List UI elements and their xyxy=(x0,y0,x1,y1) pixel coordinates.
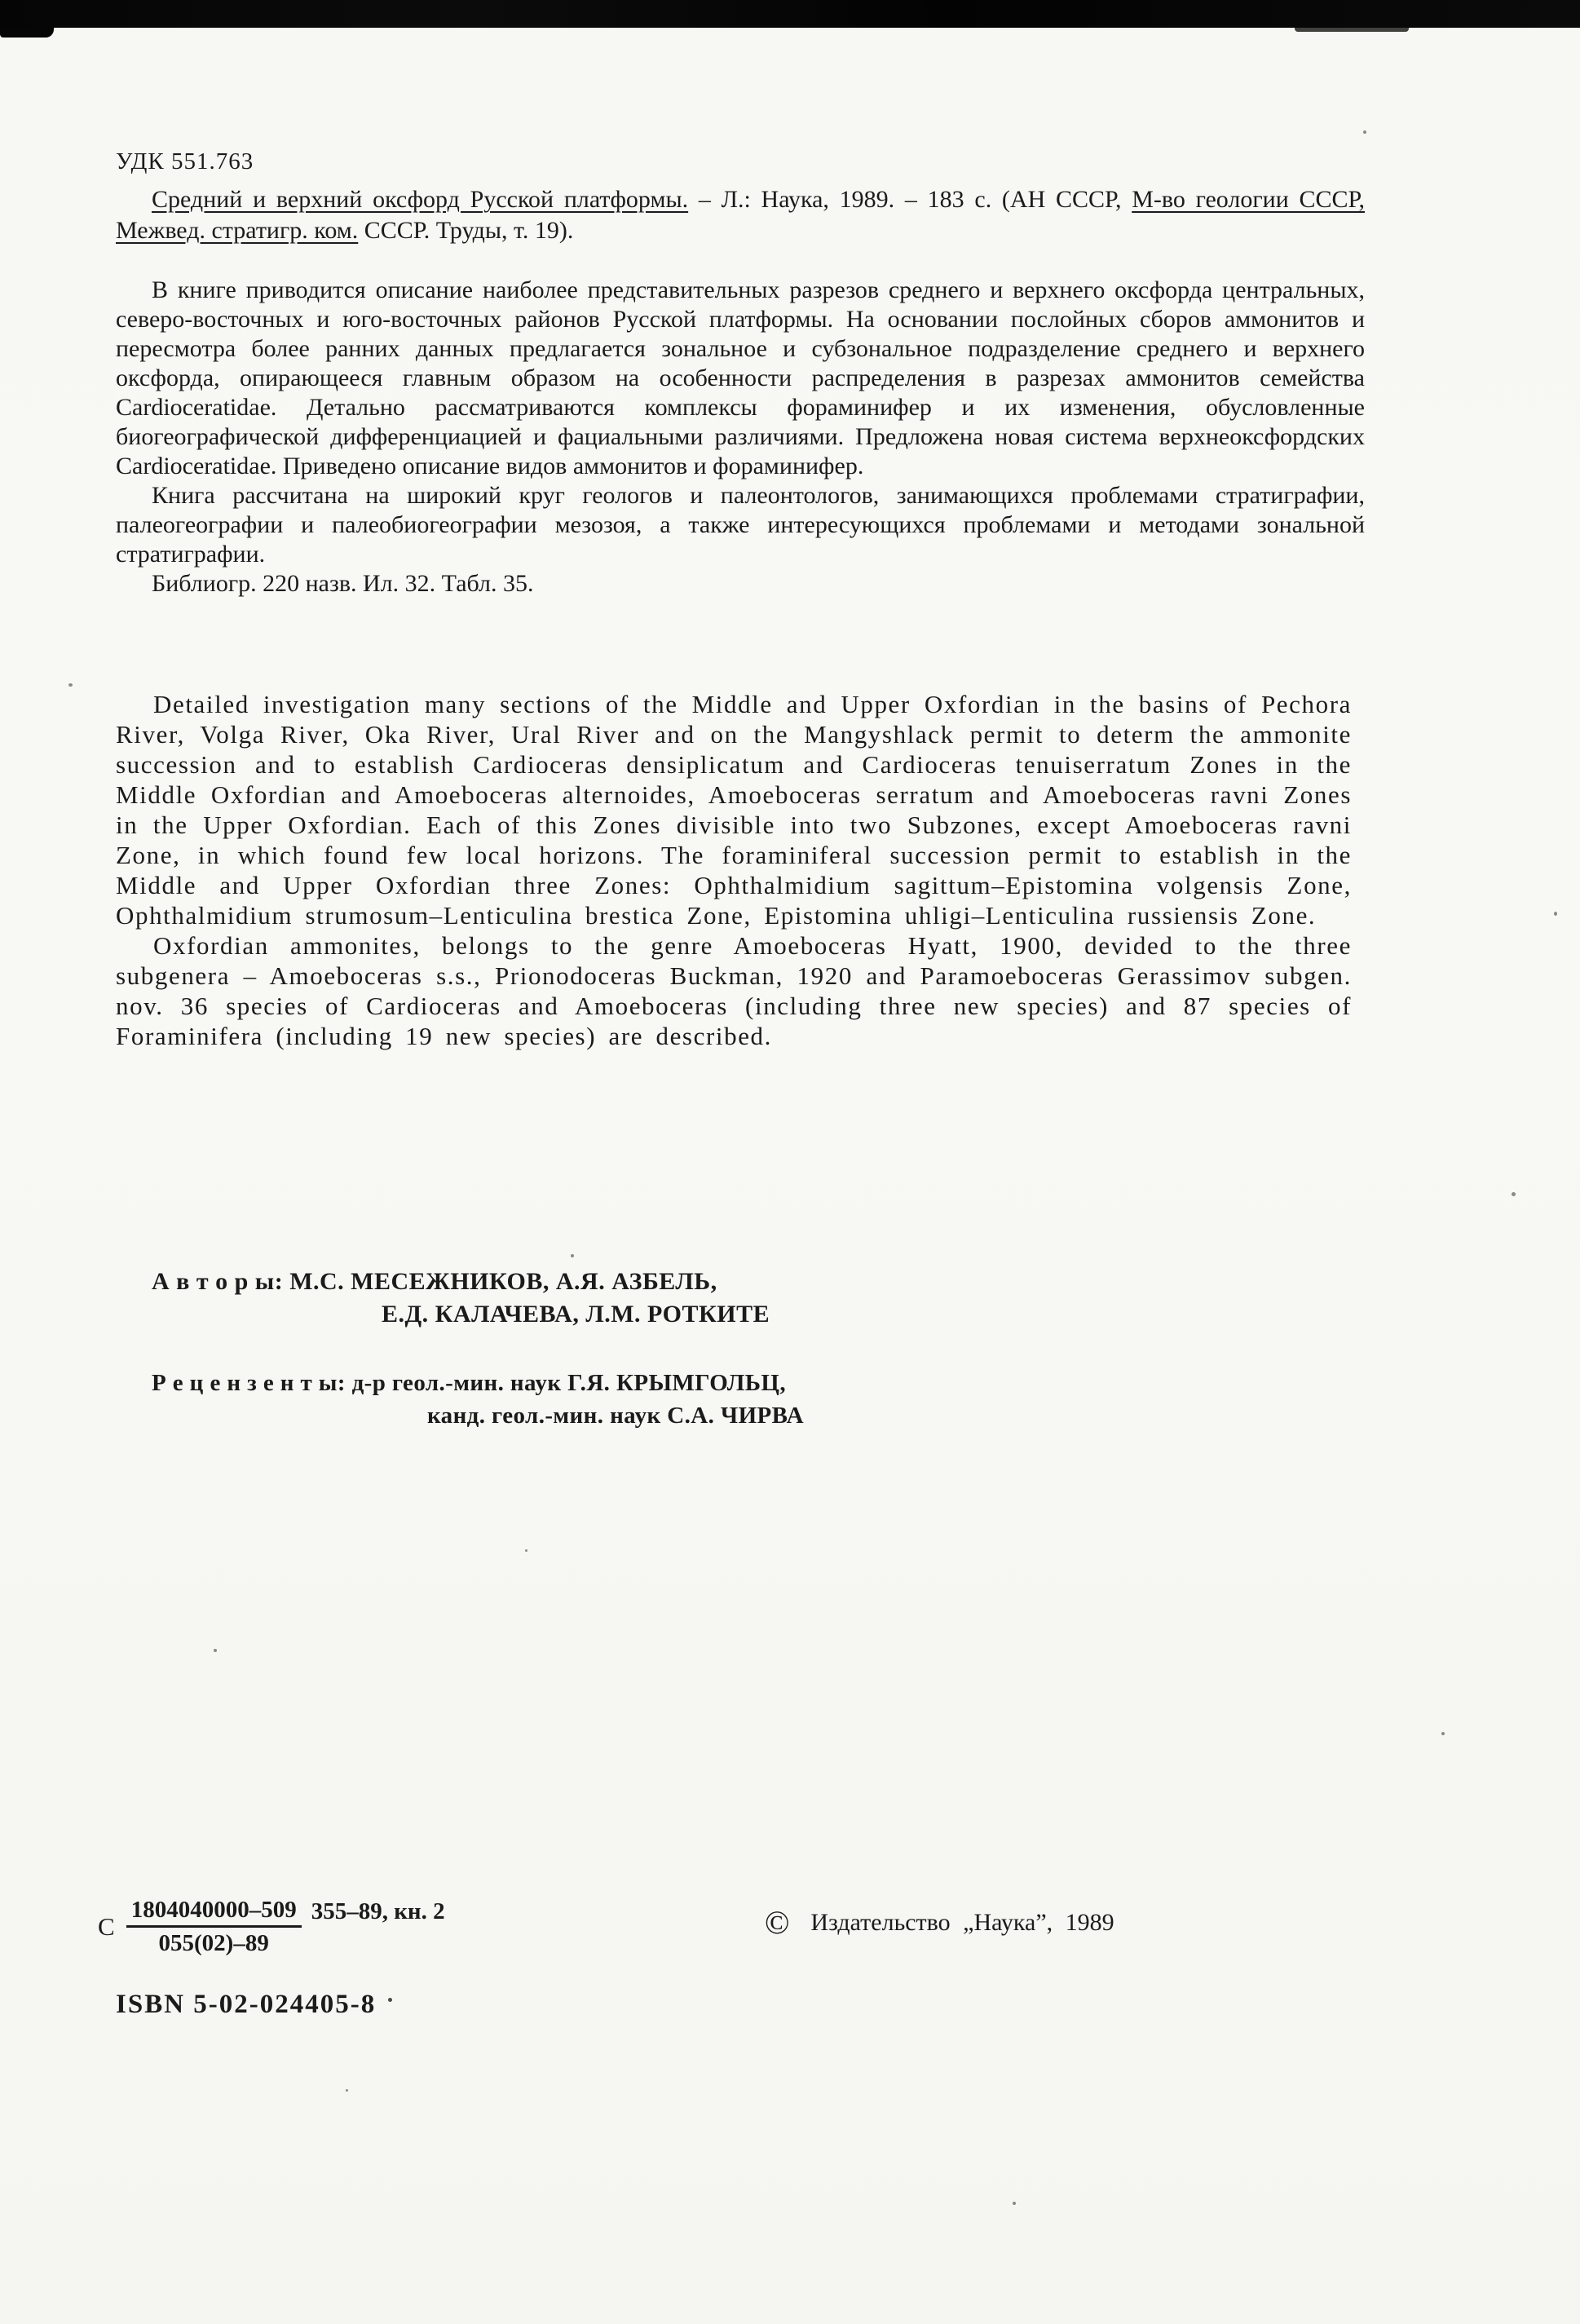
bib-series-underlined: М-во геологии СССР, Межвед. стратигр. ком. xyxy=(116,186,1365,244)
publisher-line xyxy=(765,1906,1114,1939)
fraction-denominator: 055(02)–89 xyxy=(158,1930,269,1956)
bibliographic-entry xyxy=(116,184,1365,246)
udc-number: УДК 551.763 xyxy=(116,148,254,175)
reviewer-name-2: канд. геол.-мин. наук С.А. ЧИРВА xyxy=(427,1403,804,1429)
scan-speck xyxy=(1363,130,1366,134)
scan-edge-black-bar xyxy=(0,0,1580,28)
scan-speck xyxy=(1512,1192,1516,1196)
abstract-paragraph-2: Oxfordian ammonites, belongs to the genre Amoeboceras Hyatt, 1900, devided to the three subgenera – Amoeboceras s.s., Prionodoceras Buckman, 1920 and Paramoeboceras Gerassimov subgen. nov. 36 species of Cardioceras and Amoeboceras (including three new species) and 87 species of Foraminifera (including 19 new species) are described. xyxy=(116,931,1352,1050)
authors-names-1: М.С. МЕСЕЖНИКОВ, А.Я. АЗБЕЛЬ, xyxy=(289,1268,717,1295)
authors-names-2: Е.Д. КАЛАЧЕВА, Л.М. РОТКИТЕ xyxy=(382,1301,770,1328)
abstract-paragraph-1: Detailed investigation many sections of the Middle and Upper Oxfordian in the basins of Pechora River, Volga River, Oka River, Ural River and on the Mangyshlack permit to determ the ammonite succession and to establish Cardioceras densiplicatum and Cardioceras tenuiserratum Zones in the Middle Oxfordian and Amoeboceras alternoides, Amoeboceras serratum and Amoeboceras ravni Zones in the Upper Oxfordian. Each of this Zones divisible into two Subzones, except Amoeboceras ravni Zone, in which found few local horizons. The foraminiferal succession permit to establish in the Middle and Upper Oxfordian three Zones: Ophthalmidium sagittum–Epistomina volgensis Zone, Ophthalmidium strumosum–Lenticulina brestica Zone, Epistomina uhligi–Lenticulina russiensis Zone. xyxy=(116,690,1352,930)
scan-speck xyxy=(1554,912,1557,916)
russian-annotation xyxy=(116,276,1365,599)
annotation-paragraph-1: В книге приводится описание наиболее представительных разрезов среднего и верхнего оксфорда центральных, северо-восточных и юго-восточных районов Русской платформы. На основании послойных сборов аммонитов и пересмотра более ранних данных предлагается зональное и субзональное подразделение среднего и верхнего оксфорда, опирающееся главным образом на особенности распределения в разрезах аммонитов семейства Cardioceratidae. Детально рассматриваются комплексы фораминифер и их изменения, обусловленные биогеографической дифференциацией и фациальными различиями. Предложена новая система верхнеоксфордских Cardioceratidae. Приведено описание видов аммонитов и фораминифер. xyxy=(116,276,1365,479)
reviewer-name-1: д-р геол.-мин. наук Г.Я. КРЫМГОЛЬЦ, xyxy=(351,1370,786,1396)
scan-speck xyxy=(346,2089,348,2092)
book-title: Средний и верхний оксфорд Русской платформы. xyxy=(152,186,689,213)
annotation-paragraph-2: Книга рассчитана на широкий круг геологов и палеонтологов, занимающихся проблемами стратиграфии, палеогеографии и палеобиогеографии мезозоя, а также интересующихся проблемами и методами зональной стратиграфии. xyxy=(116,482,1365,568)
copyright-icon: © xyxy=(765,1904,790,1941)
isbn-number: ISBN 5-02-024405-8 xyxy=(116,1990,377,2019)
english-abstract xyxy=(116,689,1352,1051)
authors-label: А в т о р ы: xyxy=(152,1268,284,1295)
scan-speck xyxy=(525,1549,527,1552)
scan-speck xyxy=(1441,1732,1445,1735)
catalog-letter: С xyxy=(98,1911,115,1941)
authors-block xyxy=(152,1266,770,1331)
fraction-numerator: 1804040000–509 xyxy=(126,1897,302,1928)
scan-speck xyxy=(1013,2202,1016,2205)
reviewers-block xyxy=(152,1367,804,1432)
scan-speck xyxy=(68,683,73,687)
scan-speck xyxy=(571,1254,574,1257)
publisher-text: Издательство „Наука”, 1989 xyxy=(810,1909,1114,1936)
edition-code: 355–89, кн. 2 xyxy=(311,1898,445,1924)
catalog-code-block xyxy=(98,1897,445,1956)
bib-series-tail: СССР. Труды, т. 19). xyxy=(358,217,574,244)
scan-speck xyxy=(214,1649,217,1652)
scan-speck xyxy=(388,1998,392,2002)
bibliography-note: Библиогр. 220 назв. Ил. 32. Табл. 35. xyxy=(152,570,534,597)
authors-line-1 xyxy=(152,1266,770,1298)
reviewers-label: Р е ц е н з е н т ы: xyxy=(152,1370,346,1396)
catalog-fraction xyxy=(126,1897,302,1956)
bib-imprint-info: – Л.: Наука, 1989. – 183 с. (АН СССР, xyxy=(688,186,1132,213)
reviewers-line-1 xyxy=(152,1367,804,1399)
